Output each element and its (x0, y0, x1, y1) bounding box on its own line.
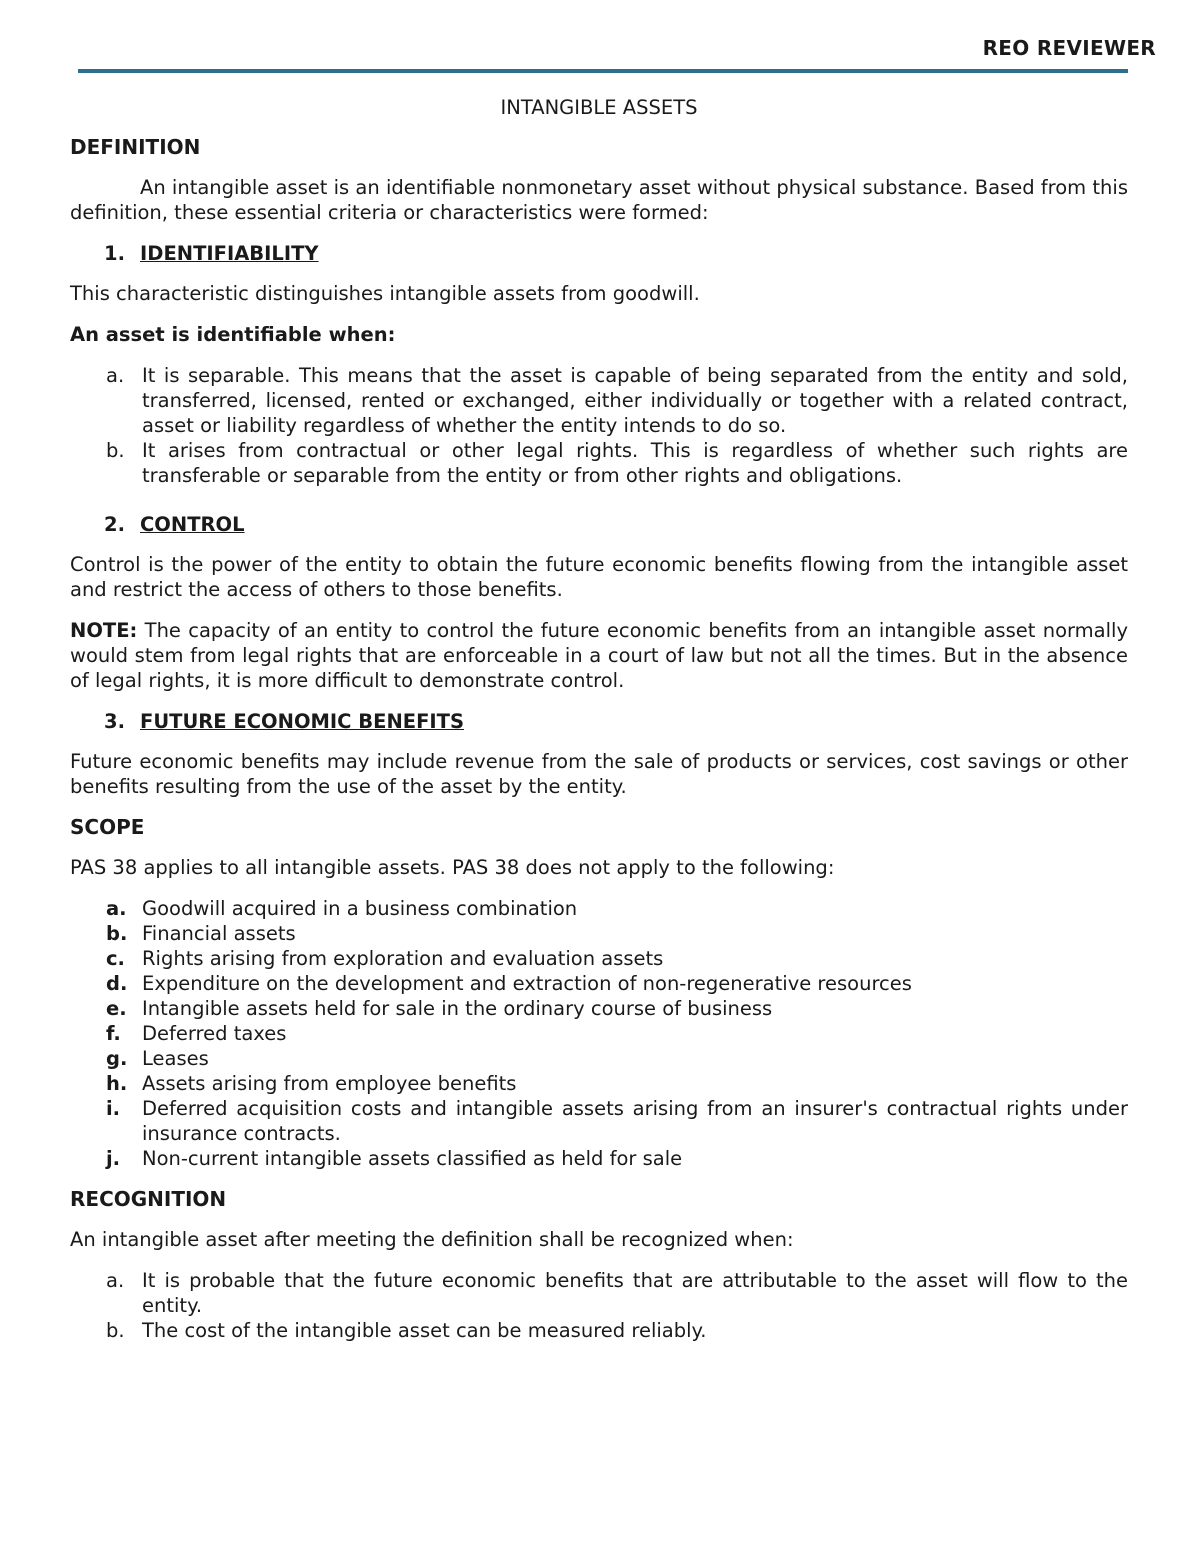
identifiability-heading (70, 241, 1128, 266)
list-marker: a. (106, 897, 127, 920)
list-item (70, 1096, 1128, 1146)
list-item (70, 1268, 1128, 1318)
list-text: Non-current intangible assets classified as held for sale (142, 1147, 683, 1170)
future-benefits-number: 3. (104, 710, 125, 733)
list-item (70, 946, 1128, 971)
control-heading (70, 512, 1128, 537)
scope-heading: SCOPE (70, 815, 145, 839)
list-marker: a. (106, 1269, 125, 1292)
list-marker: d. (106, 972, 128, 995)
document-title: INTANGIBLE ASSETS (500, 96, 698, 119)
list-text: It is separable. This means that the asset is capable of being separated from the entity and sold, transferred, licensed, rented or exchanged, either individually or together with a related contract, asset or liability regardless of whether the entity intends to do so. (142, 364, 1128, 437)
list-text: Assets arising from employee benefits (142, 1072, 517, 1095)
list-text: It arises from contractual or other legal rights. This is regardless of whether such rights are transferable or separable from the entity or from other rights and obligations. (142, 439, 1128, 487)
control-label: CONTROL (140, 513, 245, 536)
list-text: Deferred taxes (142, 1022, 287, 1045)
list-item (70, 1021, 1128, 1046)
list-marker: f. (106, 1022, 121, 1045)
list-marker: h. (106, 1072, 128, 1095)
identifiability-text: This characteristic distinguishes intangible assets from goodwill. (70, 282, 700, 305)
scope-list (70, 896, 1128, 1171)
list-text: Deferred acquisition costs and intangible assets arising from an insurer's contractual rights under insurance contracts. (142, 1097, 1128, 1145)
list-item (70, 363, 1128, 438)
definition-heading: DEFINITION (70, 135, 201, 159)
future-benefits-label: FUTURE ECONOMIC BENEFITS (140, 710, 465, 733)
list-marker: b. (106, 922, 128, 945)
recognition-list (70, 1268, 1128, 1343)
identifiability-number: 1. (104, 242, 125, 265)
list-text: Goodwill acquired in a business combination (142, 897, 578, 920)
control-number: 2. (104, 513, 125, 536)
list-marker: i. (106, 1097, 121, 1120)
recognition-text: An intangible asset after meeting the definition shall be recognized when: (70, 1228, 794, 1251)
control-note (70, 618, 1128, 693)
definition-text: An intangible asset is an identifiable nonmonetary asset without physical substance. Based from this definition, these essential criteria or characteristics were formed: (70, 176, 1128, 224)
list-text: Intangible assets held for sale in the ordinary course of business (142, 997, 773, 1020)
list-item (70, 1071, 1128, 1096)
future-benefits-heading (70, 709, 1128, 734)
list-marker: c. (106, 947, 125, 970)
identifiability-label: IDENTIFIABILITY (140, 242, 319, 265)
list-text: Rights arising from exploration and evaluation assets (142, 947, 664, 970)
note-text: The capacity of an entity to control the future economic benefits from an intangible asset normally would stem from legal rights that are enforceable in a court of law but not all the times. But in the absence of legal rights, it is more difficult to demonstrate control. (70, 619, 1128, 692)
list-marker: a. (106, 364, 125, 387)
list-marker: b. (106, 1319, 125, 1342)
header-rule (78, 69, 1128, 73)
identifiability-list (70, 363, 1128, 488)
list-item (70, 996, 1128, 1021)
list-text: Expenditure on the development and extraction of non-regenerative resources (142, 972, 912, 995)
list-item (70, 1046, 1128, 1071)
scope-text: PAS 38 applies to all intangible assets. PAS 38 does not apply to the following: (70, 856, 835, 879)
list-item (70, 971, 1128, 996)
list-item (70, 1318, 1128, 1343)
list-marker: e. (106, 997, 127, 1020)
note-label: NOTE: (70, 619, 138, 642)
list-text: It is probable that the future economic benefits that are attributable to the asset will flow to the entity. (142, 1269, 1128, 1317)
recognition-heading: RECOGNITION (70, 1187, 227, 1211)
control-text: Control is the power of the entity to obtain the future economic benefits flowing from the intangible asset and restrict the access of others to those benefits. (70, 553, 1128, 601)
list-text: Financial assets (142, 922, 296, 945)
list-item (70, 438, 1128, 488)
list-marker: g. (106, 1047, 128, 1070)
header-title: REO REVIEWER (982, 36, 1156, 60)
list-text: The cost of the intangible asset can be measured reliably. (142, 1319, 707, 1342)
list-item (70, 1146, 1128, 1171)
list-item (70, 921, 1128, 946)
list-marker: b. (106, 439, 125, 462)
future-benefits-text: Future economic benefits may include revenue from the sale of products or services, cost savings or other benefits resulting from the use of the asset by the entity. (70, 750, 1128, 798)
list-marker: j. (106, 1147, 121, 1170)
list-text: Leases (142, 1047, 209, 1070)
list-item (70, 896, 1128, 921)
identifiability-subhead: An asset is identifiable when: (70, 323, 396, 346)
document-content (70, 95, 1128, 1359)
